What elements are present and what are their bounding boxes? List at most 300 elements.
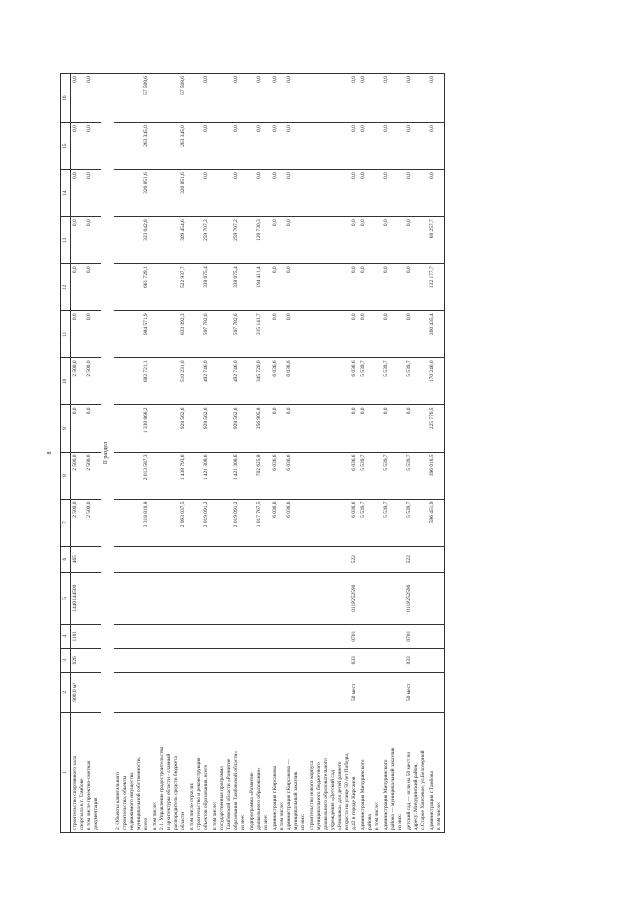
amount-cell-col10: [114, 357, 151, 404]
amount-cell-col9-line: [79, 407, 86, 449]
amount-cell-col9-line: [226, 407, 233, 449]
amount-cell-col11-line: 0,0: [405, 312, 412, 320]
amount-cell-col7: [211, 499, 248, 546]
amount-cell-col15-line: [136, 125, 143, 167]
section-code-cell-line: [383, 626, 390, 645]
amount-cell-col11: [359, 310, 382, 357]
target-code-cell-line: [249, 574, 256, 621]
amount-cell-col7-line: [309, 501, 316, 543]
target-code-cell-line: 011P252590: [405, 584, 412, 612]
expense-type-cell-line: 522: [405, 554, 412, 563]
amount-cell-col8-line: [152, 454, 159, 496]
item-name-cell: [70, 712, 101, 832]
amount-cell-col9-line: 928 562,6: [202, 407, 209, 429]
amount-cell-col12-line: [249, 266, 256, 308]
capacity-cell: [70, 672, 101, 712]
amount-cell-col9-line: [196, 407, 203, 449]
amount-cell-col8-line: 1 421 308,6: [202, 454, 209, 480]
amount-cell-col10-line: [344, 360, 351, 402]
target-code-cell: [359, 572, 382, 624]
section-code-cell: [114, 624, 151, 648]
amount-cell-col13-line: [79, 219, 86, 261]
amount-cell-col15-line: 0,0: [202, 124, 209, 132]
amount-cell-col8-line: [249, 454, 256, 496]
code-cell-line: [309, 650, 316, 669]
amount-cell-col11-line: [219, 313, 226, 355]
amount-cell-col8: [428, 452, 445, 499]
amount-cell-col12-line: 0,0: [85, 265, 92, 273]
amount-cell-col12-line: [129, 266, 136, 308]
amount-cell-col8-line: [166, 454, 173, 496]
item-name-cell-line: в том числе отрасли:: [188, 781, 195, 830]
amount-cell-col8-line: 5 539,7: [382, 454, 389, 471]
amount-cell-col10: [70, 357, 101, 404]
capacity-cell-line: [383, 674, 390, 709]
amount-cell-col9-line: 0,0: [350, 407, 357, 414]
amount-cell-col12-line: [159, 266, 166, 308]
amount-cell-col8-line: [189, 454, 196, 496]
column-header-4: 4: [61, 624, 71, 648]
amount-cell-col9-line: [122, 407, 129, 449]
amount-cell-col9-line: 928 562,6: [232, 407, 239, 429]
column-header-8: 8: [61, 452, 71, 499]
amount-cell-col15: [211, 122, 248, 169]
amount-cell-col9-line: [219, 407, 226, 449]
expense-type-cell-line: [309, 548, 316, 569]
amount-cell-col16-line: [249, 76, 256, 120]
code-cell-line: [189, 650, 196, 669]
amount-cell-col13: [308, 216, 359, 263]
amount-cell-col16: [405, 73, 428, 122]
amount-cell-col10-line: 5 539,7: [359, 359, 366, 377]
amount-cell-col9-line: [136, 407, 143, 449]
target-code-cell: [70, 572, 101, 624]
amount-cell-col16-line: [196, 76, 203, 120]
target-code-cell: [188, 572, 211, 624]
column-header-11: 11: [61, 310, 71, 357]
amount-cell-col11-line: [159, 313, 166, 355]
amount-cell-col7-line: 2 993 037,5: [179, 501, 186, 527]
column-header-6: 6: [61, 546, 71, 572]
amount-cell-col15-line: [115, 125, 122, 167]
amount-cell-col13-line: [196, 219, 203, 261]
amount-cell-col14: [211, 169, 248, 216]
amount-cell-col8: [405, 452, 428, 499]
amount-cell-col13-line: [122, 219, 129, 261]
amount-cell-col10-line: [189, 360, 196, 402]
section-code-cell-line: [309, 626, 316, 645]
amount-cell-col12: [405, 263, 428, 310]
amount-cell-col16-line: [330, 76, 337, 120]
target-code-cell: [114, 572, 151, 624]
amount-cell-col9: [151, 405, 188, 452]
code-cell: [114, 648, 151, 672]
amount-cell-col10-line: 6 036,6: [285, 359, 292, 377]
amount-cell-col7-line: [323, 501, 330, 543]
amount-cell-col14-line: [79, 172, 86, 214]
budget-table: [60, 73, 445, 833]
amount-cell-col14-line: [189, 172, 196, 214]
amount-cell-col12-line: 0,0: [382, 265, 389, 273]
item-name-cell-line: и архитектуры области - главный: [165, 753, 172, 830]
amount-cell-col15: [382, 122, 405, 169]
table-row: [428, 73, 445, 832]
amount-cell-col8-line: [219, 454, 226, 496]
amount-cell-col11-line: 0,0: [350, 312, 357, 320]
amount-cell-col15-line: 0,0: [405, 124, 412, 132]
capacity-cell-line: [330, 674, 337, 709]
amount-cell-col13-line: 0,0: [382, 218, 389, 226]
target-code-cell-line: [309, 574, 316, 621]
amount-cell-col14-line: [129, 172, 136, 214]
item-name-cell-line: государственная программа: [218, 765, 225, 830]
expense-type-cell: [211, 546, 248, 572]
amount-cell-col14-line: [330, 172, 337, 214]
section-code-cell-line: [115, 626, 122, 645]
amount-cell-col8-line: [226, 454, 233, 496]
capacity-cell: [114, 672, 151, 712]
amount-cell-col16: [188, 73, 211, 122]
section-code-cell-line: [316, 626, 323, 645]
section-code-cell-line: [337, 626, 344, 645]
amount-cell-col14-line: 0,0: [85, 171, 92, 179]
amount-cell-col15: [271, 122, 308, 169]
amount-cell-col16-line: [337, 76, 344, 120]
amount-cell-col11: [428, 310, 445, 357]
amount-cell-col12-line: [219, 266, 226, 308]
amount-cell-col13: [428, 216, 445, 263]
amount-cell-col13: [211, 216, 248, 263]
expense-type-cell-line: [212, 548, 219, 569]
page-number: 8: [47, 451, 53, 454]
amount-cell-col16-line: [79, 76, 86, 120]
amount-cell-col13: [271, 216, 308, 263]
column-header-15: 15: [61, 122, 71, 169]
amount-cell-col10-line: 170 246,0: [428, 359, 435, 382]
amount-cell-col16: [308, 73, 359, 122]
amount-cell-col8-line: 1 438 793,6: [179, 454, 186, 480]
capacity-cell-line: [309, 674, 316, 709]
item-name-cell: [114, 712, 151, 832]
item-name-cell-line: из них:: [299, 813, 306, 830]
item-name-cell: [248, 712, 271, 832]
amount-cell-col16-line: 57 508,6: [179, 75, 186, 95]
item-name-cell-line: дошкольного образовательного: [322, 757, 329, 830]
item-name-cell-line: спортзала в г. Тамбове: [78, 777, 85, 830]
code-cell-line: [249, 650, 256, 669]
section-code-cell-line: 0701: [350, 630, 357, 642]
amount-cell-col9-line: [316, 407, 323, 449]
section-code-cell: [151, 624, 188, 648]
section-code-cell: [382, 624, 405, 648]
amount-cell-col10-line: 492 746,0: [202, 359, 209, 382]
amount-cell-col14-line: 0,0: [382, 171, 389, 179]
amount-cell-col7-line: [330, 501, 337, 543]
section-code-cell-line: [429, 626, 436, 645]
amount-cell-col12: [114, 263, 151, 310]
section-code-cell: [211, 624, 248, 648]
amount-cell-col11: [211, 310, 248, 357]
amount-cell-col10-line: 345 720,0: [255, 359, 262, 382]
amount-cell-col14-line: 0,0: [202, 171, 209, 179]
item-name-cell: [405, 712, 428, 832]
amount-cell-col15-line: 263 345,0: [142, 124, 149, 147]
item-name-cell: [359, 712, 382, 832]
amount-cell-col14: [248, 169, 271, 216]
amount-cell-col9: [188, 405, 211, 452]
amount-cell-col15: [248, 122, 271, 169]
amount-cell-col8-line: [79, 454, 86, 496]
amount-cell-col8-line: [279, 454, 286, 496]
amount-cell-col10-line: [159, 360, 166, 402]
amount-cell-col16-line: [309, 76, 316, 120]
amount-cell-col8-line: [323, 454, 330, 496]
column-header-3: 3: [61, 648, 71, 672]
item-name-cell: [308, 712, 359, 832]
amount-cell-col15-line: [323, 125, 330, 167]
amount-cell-col10-line: 5 539,7: [382, 359, 389, 377]
amount-cell-col7-line: 5 539,7: [359, 501, 366, 518]
amount-cell-col11-line: 200 435,4: [428, 312, 435, 335]
amount-cell-col7-line: 596 451,9: [428, 501, 435, 523]
amount-cell-col8-line: [212, 454, 219, 496]
amount-cell-col7: [114, 499, 151, 546]
amount-cell-col12-line: 0,0: [71, 265, 78, 273]
amount-cell-col12-line: 0,0: [350, 265, 357, 273]
amount-cell-col12-line: [337, 266, 344, 308]
amount-cell-col11-line: 984 571,9: [142, 312, 149, 335]
amount-cell-col12: [308, 263, 359, 310]
amount-cell-col9-line: [309, 407, 316, 449]
amount-cell-col10-line: 682 721,1: [142, 359, 149, 382]
amount-cell-col11-line: 0,0: [285, 312, 292, 320]
amount-cell-col14: [151, 169, 188, 216]
amount-cell-col9-line: [337, 407, 344, 449]
amount-cell-col10: [428, 357, 445, 404]
code-cell-line: [323, 650, 330, 669]
amount-cell-col16-line: [344, 76, 351, 120]
amount-cell-col15-line: [212, 125, 219, 167]
item-name-cell: [211, 712, 248, 832]
target-code-cell: [211, 572, 248, 624]
amount-cell-col12: [359, 263, 382, 310]
column-header-14: 14: [61, 169, 71, 216]
section-code-cell: [271, 624, 308, 648]
amount-cell-col14: [405, 169, 428, 216]
amount-cell-col13-line: [249, 219, 256, 261]
amount-cell-col10-line: 2 500,0: [71, 359, 78, 377]
item-name-cell-line: в том числе проектно-сметная: [85, 760, 92, 830]
amount-cell-col16-line: 0,0: [271, 75, 278, 83]
item-name-cell: [428, 712, 445, 832]
amount-cell-col9-line: 0,0: [382, 407, 389, 414]
amount-cell-col11-line: 833 392,3: [179, 312, 186, 335]
capacity-cell: [428, 672, 445, 712]
amount-cell-col10-line: [122, 360, 129, 402]
amount-cell-col12-line: [316, 266, 323, 308]
amount-cell-col7-line: [279, 501, 286, 543]
expense-type-cell: [188, 546, 211, 572]
amount-cell-col11: [405, 310, 428, 357]
amount-cell-col14: [359, 169, 382, 216]
amount-cell-col9: [211, 405, 248, 452]
amount-cell-col9-line: 0,0: [85, 407, 92, 414]
item-name-cell-line: 2.1. Управление градостроительства: [158, 746, 165, 830]
amount-cell-col10-line: [196, 360, 203, 402]
amount-cell-col9-line: [152, 407, 159, 449]
amount-cell-col14-line: 0,0: [285, 171, 292, 179]
amount-cell-col15-line: 263 345,0: [179, 124, 186, 147]
capacity-cell-line: [152, 674, 159, 709]
amount-cell-col7-line: [337, 501, 344, 543]
amount-cell-col11-line: [279, 313, 286, 355]
capacity-cell-line: [115, 674, 122, 709]
amount-cell-col13: [359, 216, 382, 263]
amount-cell-col16-line: [129, 76, 136, 120]
amount-cell-col8-line: [196, 454, 203, 496]
target-code-cell: [248, 572, 271, 624]
amount-cell-col7-line: 6 036,6: [350, 501, 357, 518]
amount-cell-col7: [359, 499, 382, 546]
amount-cell-col11: [114, 310, 151, 357]
amount-cell-col12: [271, 263, 308, 310]
rotated-table-sheet: [47, 73, 580, 833]
amount-cell-col8: [114, 452, 151, 499]
amount-cell-col7: [151, 499, 188, 546]
column-header-1: 1: [61, 712, 71, 832]
amount-cell-col9-line: 0,0: [359, 407, 366, 414]
amount-cell-col8: [70, 452, 101, 499]
amount-cell-col9: [428, 405, 445, 452]
amount-cell-col13-line: [309, 219, 316, 261]
amount-cell-col8-line: [344, 454, 351, 496]
code-cell-line: [152, 650, 159, 669]
amount-cell-col14-line: [323, 172, 330, 214]
amount-cell-col9: [70, 405, 101, 452]
amount-cell-col16: [428, 73, 445, 122]
amount-cell-col14-line: [122, 172, 129, 214]
item-name-cell-line: Тамбовской области «Развитие: [225, 758, 232, 830]
code-cell-line: [360, 650, 367, 669]
amount-cell-col11-line: [152, 313, 159, 355]
amount-cell-col9: [248, 405, 271, 452]
amount-cell-col9-line: [279, 407, 286, 449]
amount-cell-col9-line: [212, 407, 219, 449]
amount-cell-col7-line: [226, 501, 233, 543]
code-cell: [70, 648, 101, 672]
table-row: [359, 73, 382, 832]
section-code-cell-line: 0701: [405, 630, 412, 642]
amount-cell-col16-line: 57 508,6: [142, 75, 149, 95]
amount-cell-col10-line: [249, 360, 256, 402]
section-code-cell-line: 1101: [71, 630, 78, 642]
amount-cell-col14-line: 0,0: [405, 171, 412, 179]
capacity-cell-line: 900,0 м²: [71, 682, 78, 702]
item-name-cell-line: «Ромашка» для детей раннего: [336, 761, 343, 830]
amount-cell-col12-line: [226, 266, 233, 308]
amount-cell-col12-line: [166, 266, 173, 308]
amount-cell-col13-line: [173, 219, 180, 261]
amount-cell-col10: [188, 357, 211, 404]
amount-cell-col9-line: [129, 407, 136, 449]
amount-cell-col14-line: [337, 172, 344, 214]
column-header-5: 5: [61, 572, 71, 624]
amount-cell-col13-line: 259 707,2: [232, 218, 239, 241]
capacity-cell-line: [316, 674, 323, 709]
amount-cell-col12-line: 132 177,7: [428, 265, 435, 288]
amount-cell-col9-line: [344, 407, 351, 449]
amount-cell-col12: [211, 263, 248, 310]
expense-type-cell-line: 522: [350, 554, 357, 563]
section-code-cell-line: [360, 626, 367, 645]
amount-cell-col14-line: [152, 172, 159, 214]
code-cell-line: 026: [71, 655, 78, 664]
target-code-cell-line: [429, 574, 436, 621]
expense-type-cell-line: 465: [71, 554, 78, 563]
amount-cell-col13-line: 259 707,2: [202, 218, 209, 241]
amount-cell-col15: [308, 122, 359, 169]
amount-cell-col10-line: [173, 360, 180, 402]
amount-cell-col8: [382, 452, 405, 499]
amount-cell-col14: [308, 169, 359, 216]
target-code-cell-line: [189, 574, 196, 621]
code-cell-line: [429, 650, 436, 669]
amount-cell-col9-line: 356 905,8: [255, 407, 262, 429]
amount-cell-col9-line: [249, 407, 256, 449]
item-name-cell-line: дошкольного образования»: [255, 766, 262, 830]
code-cell: [308, 648, 359, 672]
amount-cell-col16: [382, 73, 405, 122]
amount-cell-col16-line: [189, 76, 196, 120]
amount-cell-col13-line: [316, 219, 323, 261]
column-header-10: 10: [61, 357, 71, 404]
amount-cell-col11: [188, 310, 211, 357]
amount-cell-col15-line: [166, 125, 173, 167]
amount-cell-col13-line: 0,0: [71, 218, 78, 226]
amount-cell-col12-line: 338 075,4: [202, 265, 209, 288]
item-name-cell-line: области: [179, 811, 186, 830]
item-name-cell-line: района: [366, 813, 373, 830]
amount-cell-col7-line: [159, 501, 166, 543]
amount-cell-col10-line: [226, 360, 233, 402]
amount-cell-col11-line: 0,0: [271, 312, 278, 320]
amount-cell-col15-line: [337, 125, 344, 167]
amount-cell-col14-line: 0,0: [271, 171, 278, 179]
amount-cell-col14-line: [173, 172, 180, 214]
amount-cell-col12-line: [196, 266, 203, 308]
amount-cell-col11-line: [129, 313, 136, 355]
amount-cell-col11-line: [316, 313, 323, 355]
amount-cell-col15-line: [129, 125, 136, 167]
amount-cell-col9: [382, 405, 405, 452]
column-number-header: [61, 73, 71, 832]
amount-cell-col10-line: [115, 360, 122, 402]
amount-cell-col13-line: 0,0: [350, 218, 357, 226]
amount-cell-col15-line: [344, 125, 351, 167]
item-name-cell-line: 2. Объекты капитального: [114, 771, 121, 830]
amount-cell-col13-line: 323 042,8: [142, 218, 149, 241]
item-name-cell: [271, 712, 308, 832]
amount-cell-col16-line: 0,0: [85, 75, 92, 83]
amount-cell-col13-line: [226, 219, 233, 261]
amount-cell-col7-line: [316, 501, 323, 543]
amount-cell-col12-line: [136, 266, 143, 308]
table-row: [382, 73, 405, 832]
amount-cell-col16-line: 0,0: [359, 75, 366, 83]
amount-cell-col12-line: [309, 266, 316, 308]
amount-cell-col10: [271, 357, 308, 404]
amount-cell-col7-line: [212, 501, 219, 543]
